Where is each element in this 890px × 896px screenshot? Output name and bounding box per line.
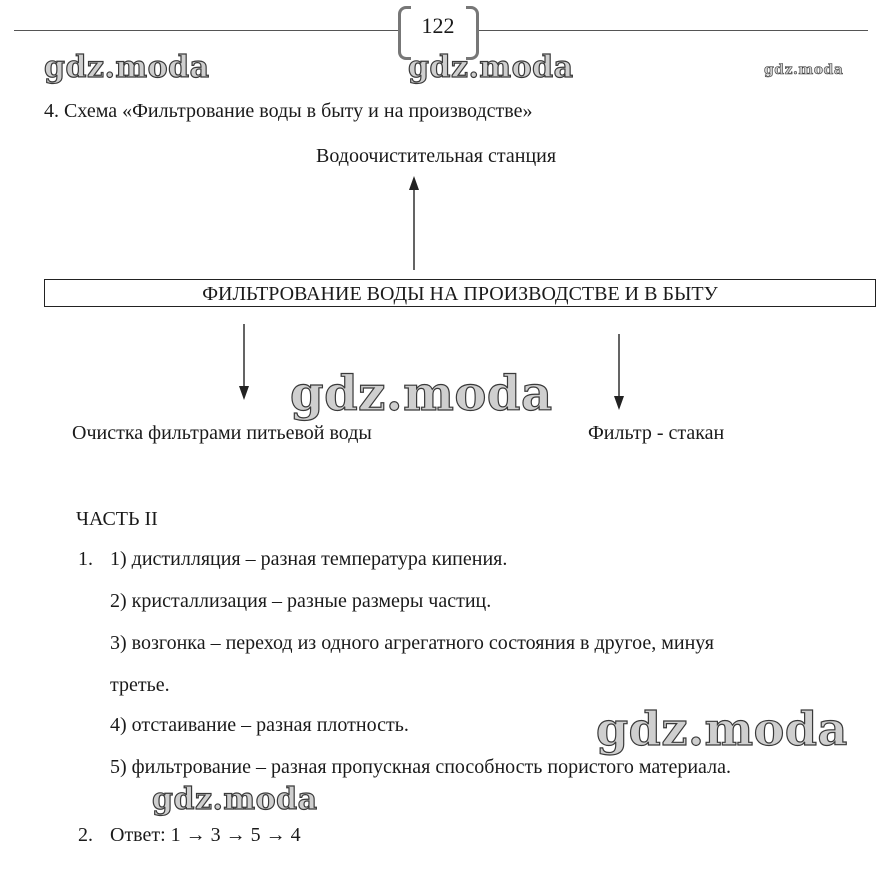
scheme-heading: 4. Схема «Фильтрование воды в быту и на производстве» xyxy=(44,100,533,122)
arrow-down-icon xyxy=(614,334,624,410)
watermark-logo: gdz.moda xyxy=(44,50,210,85)
scheme-node-right: Фильтр - стакан xyxy=(588,422,725,444)
watermark-logo: gdz.moda xyxy=(290,366,553,422)
watermark-logo: gdz.moda xyxy=(596,702,848,756)
watermark-logo: gdz.moda xyxy=(764,62,844,78)
list-item-number: 1. xyxy=(78,548,93,570)
list-item-line: 5) фильтрование – разная пропускная способность пористого материала. xyxy=(110,756,731,778)
scheme-center-box: ФИЛЬТРОВАНИЕ ВОДЫ НА ПРОИЗВОДСТВЕ И В БЫТУ xyxy=(44,279,876,307)
list-item-line: 3) возгонка – переход из одного агрегатного состояния в другое, минуя xyxy=(110,632,714,654)
part-title: ЧАСТЬ II xyxy=(76,508,158,530)
list-item-line: третье. xyxy=(110,674,170,696)
answer-text: Ответ: 1 → 3 → 5 → 4 xyxy=(110,824,301,846)
watermark-logo: gdz.moda xyxy=(152,782,318,817)
arrow-down-icon xyxy=(239,324,249,400)
scheme-node-left: Очистка фильтрами питьевой воды xyxy=(72,422,372,444)
watermark-logo: gdz.moda xyxy=(408,50,574,85)
list-item-number: 2. xyxy=(78,824,93,846)
page-number: 122 xyxy=(421,13,455,38)
arrow-up-icon xyxy=(409,176,419,270)
list-item-line: 2) кристаллизация – разные размеры частиц. xyxy=(110,590,492,612)
list-item-line: 4) отстаивание – разная плотность. xyxy=(110,714,409,736)
list-item-line: 1) дистилляция – разная температура кипения. xyxy=(110,548,508,570)
scheme-node-top: Водоочистительная станция xyxy=(316,145,557,167)
